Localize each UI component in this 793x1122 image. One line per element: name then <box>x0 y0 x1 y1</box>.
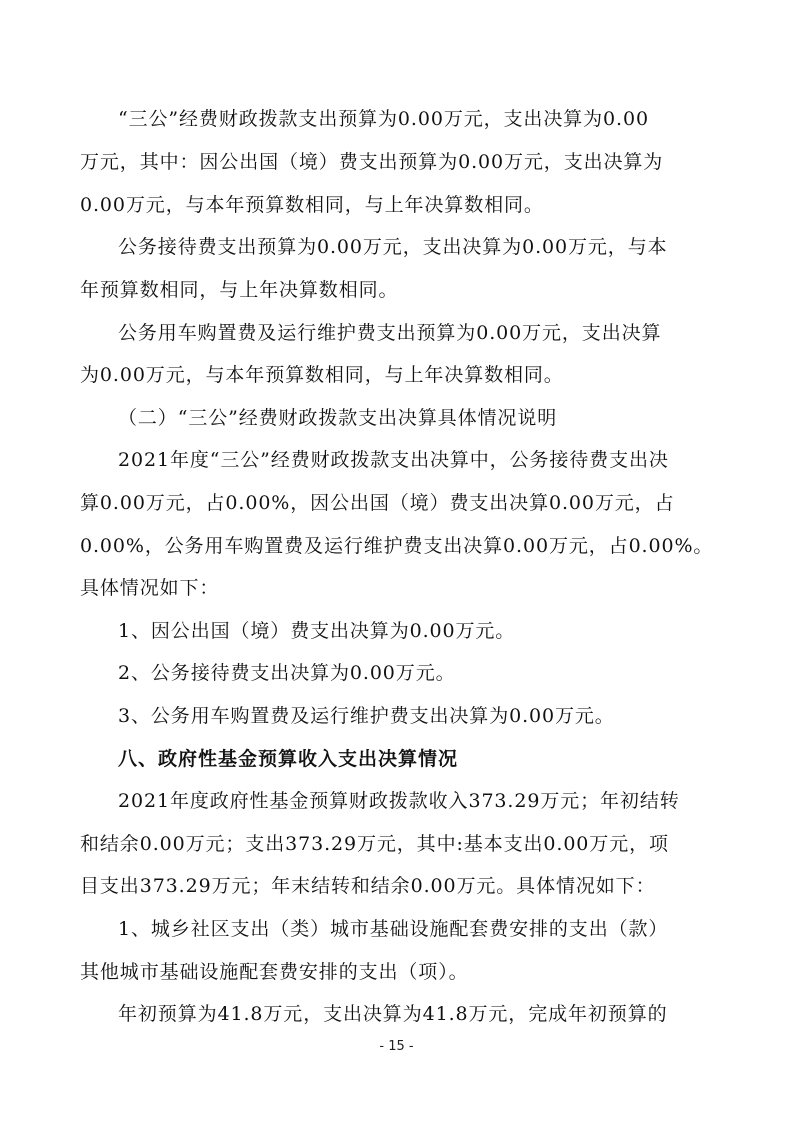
paragraph-line: 算0.00万元，占0.00%，因公出国（境）费支出决算0.00万元，占 <box>80 492 675 514</box>
paragraph-line: “三公”经费财政拨款支出预算为0.00万元，支出决算为0.00 <box>118 108 649 130</box>
paragraph-line: 为0.00万元，与本年预算数相同，与上年决算数相同。 <box>80 364 564 386</box>
paragraph-line: 万元，其中：因公出国（境）费支出预算为0.00万元，支出决算为 <box>80 151 664 173</box>
list-item: 2、公务接待费支出决算为0.00万元。 <box>118 662 456 684</box>
paragraph-line: 0.00%，公务用车购置费及运行维护费支出决算0.00万元，占0.00%。 <box>80 535 714 557</box>
section-heading: 八、政府性基金预算收入支出决算情况 <box>118 748 459 770</box>
paragraph-line: 和结余0.00万元；支出373.29万元，其中:基本支出0.00万元，项 <box>80 833 669 855</box>
paragraph-line: 公务接待费支出预算为0.00万元，支出决算为0.00万元，与本 <box>118 236 668 258</box>
list-item: 3、公务用车购置费及运行维护费支出决算为0.00万元。 <box>118 705 615 727</box>
paragraph-line: 年初预算为41.8万元，支出决算为41.8万元，完成年初预算的 <box>118 1003 668 1025</box>
paragraph-line: 2021年度政府性基金预算财政拨款收入373.29万元；年初结转 <box>118 790 680 812</box>
paragraph-line: 年预算数相同，与上年决算数相同。 <box>80 279 399 301</box>
paragraph-line: 具体情况如下： <box>80 577 220 599</box>
paragraph-line: 目支出373.29万元；年末结转和结余0.00万元。具体情况如下： <box>80 875 656 897</box>
paragraph-line: 公务用车购置费及运行维护费支出预算为0.00万元，支出决算 <box>118 322 662 344</box>
paragraph-line: 2021年度“三公”经费财政拨款支出决算中，公务接待费支出决 <box>118 449 669 471</box>
paragraph-line: 0.00万元，与本年预算数相同，与上年决算数相同。 <box>80 194 544 216</box>
subsection-heading: （二）“三公”经费财政拨款支出决算具体情况说明 <box>118 407 558 429</box>
paragraph-line: 其他城市基础设施配套费安排的支出（项）。 <box>80 961 469 983</box>
page-number: - 15 - <box>379 1039 414 1054</box>
list-item: 1、城乡社区支出（类）城市基础设施配套费安排的支出（款） <box>118 918 669 940</box>
list-item: 1、因公出国（境）费支出决算为0.00万元。 <box>118 620 516 642</box>
